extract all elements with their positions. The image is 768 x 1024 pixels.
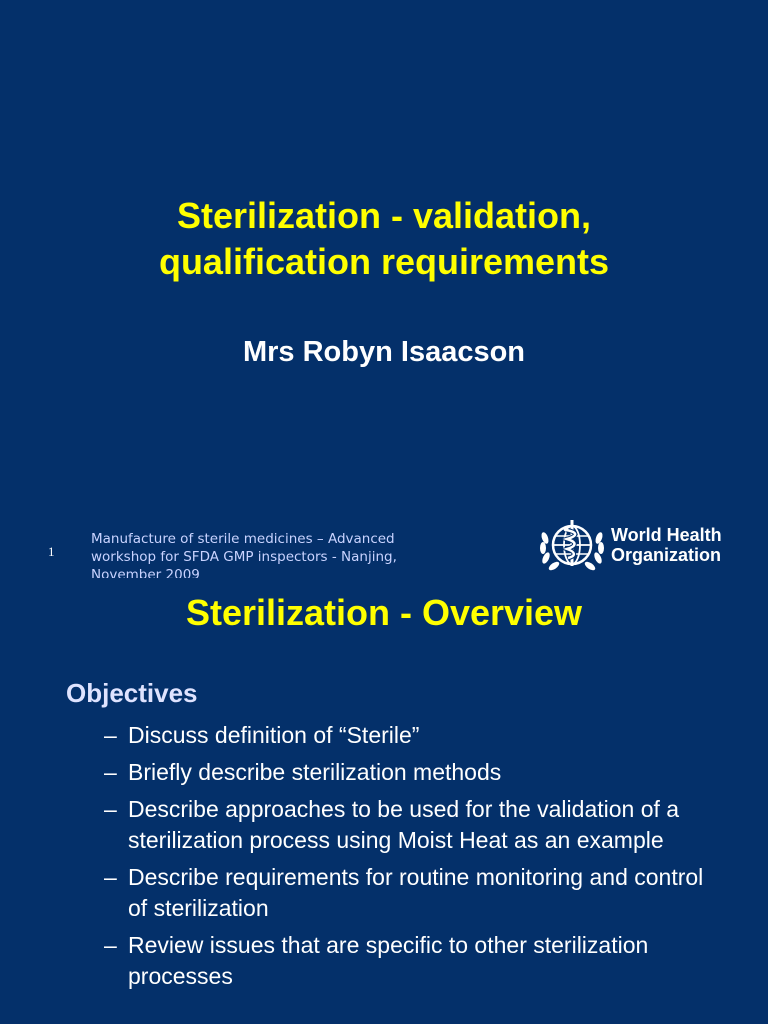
objective-item — [104, 720, 724, 751]
bullet-dash: – — [104, 932, 117, 958]
objective-text: Describe requirements for routine monitoring and control of sterilization — [128, 864, 704, 921]
slide-title-line-2: qualification requirements — [158, 241, 610, 282]
objective-item — [104, 930, 724, 992]
bullet-dash: – — [104, 759, 117, 785]
slide-footer — [91, 530, 501, 578]
footer-line-1: Manufacture of sterile medicines – Advanced — [91, 531, 395, 547]
objective-text: Review issues that are specific to other sterilization processes — [128, 932, 649, 989]
who-wordmark — [611, 525, 722, 565]
presenter-name: Mrs Robyn Isaacson — [242, 336, 526, 368]
bullet-dash: – — [104, 722, 117, 748]
footer-line-3: November 2009 — [91, 567, 200, 578]
overview-title: Sterilization - Overview — [185, 592, 583, 633]
who-name-line-1: World Health — [611, 525, 722, 545]
footer-line-2: workshop for SFDA GMP inspectors - Nanjing, — [91, 549, 397, 565]
bullet-dash: – — [104, 864, 117, 890]
who-emblem-icon — [537, 516, 607, 572]
objectives-list — [104, 720, 724, 998]
who-logo — [537, 516, 747, 572]
page-number: 1 — [48, 544, 55, 559]
who-name-line-2: Organization — [611, 545, 722, 565]
objective-text: Describe approaches to be used for the validation of a sterilization process using Moist Heat as an example — [128, 796, 680, 853]
objective-item — [104, 862, 724, 924]
objective-item — [104, 757, 724, 788]
objective-text: Briefly describe sterilization methods — [128, 759, 502, 785]
overview-slide — [0, 578, 768, 1024]
objective-text: Discuss definition of “Sterile” — [128, 722, 420, 748]
objectives-heading: Objectives — [66, 678, 198, 708]
slide-title-line-1: Sterilization - validation, — [176, 195, 592, 236]
objective-item — [104, 794, 724, 856]
bullet-dash: – — [104, 796, 117, 822]
slide-title — [0, 193, 768, 285]
